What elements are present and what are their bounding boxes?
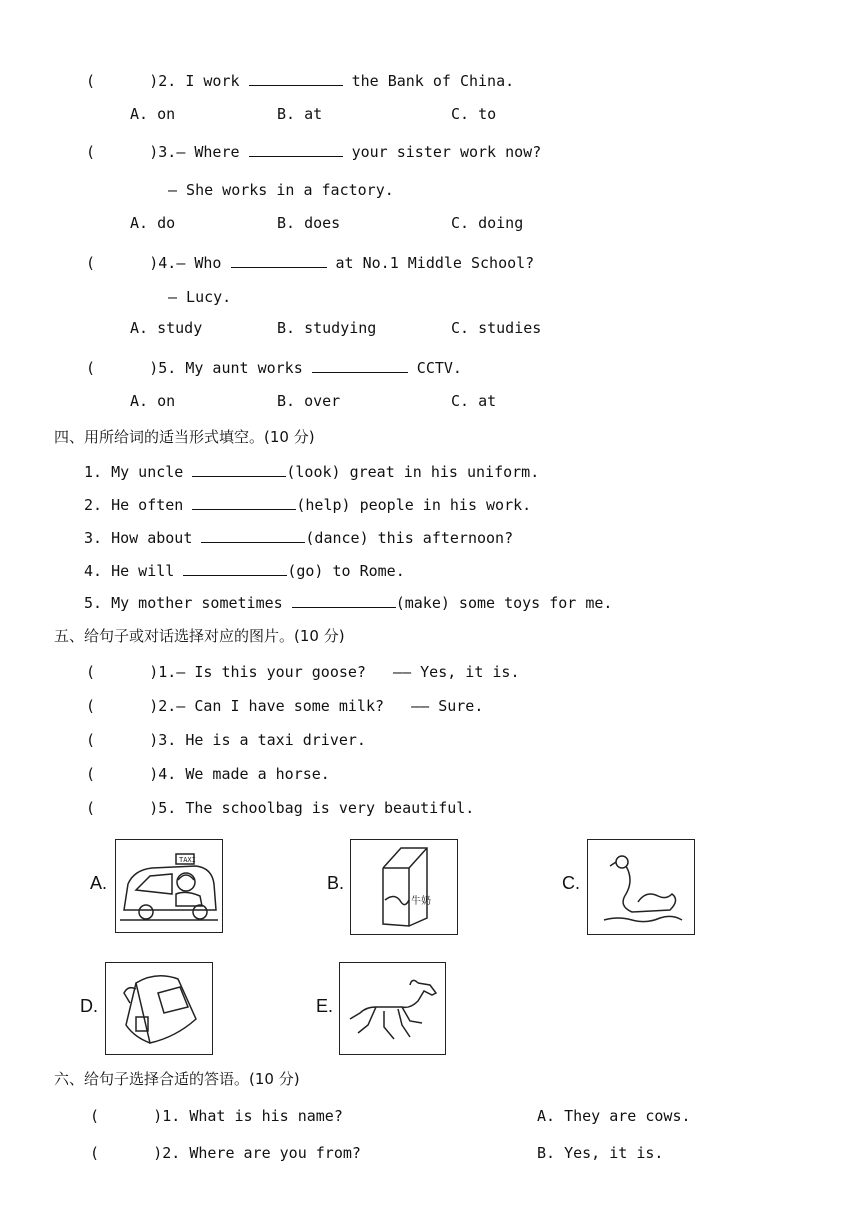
s4-item-4: 4. He will (go) to Rome. bbox=[84, 562, 405, 580]
answer-paren[interactable]: ( ) bbox=[86, 765, 159, 783]
s6-answer-a: A. They are cows. bbox=[537, 1107, 691, 1125]
option-c[interactable]: C. at bbox=[451, 392, 497, 410]
s4-item-1: 1. My uncle (look) great in his uniform. bbox=[84, 463, 540, 481]
carton-text: 牛奶 bbox=[411, 896, 431, 907]
s6-item-1: ( )1. What is his name? bbox=[90, 1107, 343, 1125]
answer-paren[interactable]: ( ) bbox=[86, 697, 159, 715]
pic-label-b: B. bbox=[327, 873, 345, 893]
horse-icon bbox=[339, 962, 446, 1055]
s5-item-1: ( )1.— Is this your goose? —— Yes, it is. bbox=[86, 663, 520, 681]
answer-paren[interactable]: ( ) bbox=[86, 72, 159, 90]
dialog-answer: — Lucy. bbox=[168, 288, 232, 306]
section5-heading: 五、给句子或对话选择对应的图片。(10 分) bbox=[54, 627, 345, 645]
fill-blank[interactable] bbox=[292, 593, 396, 608]
fill-blank[interactable] bbox=[201, 528, 305, 543]
goose-icon bbox=[587, 839, 695, 935]
fill-blank[interactable] bbox=[249, 142, 343, 157]
s6-answer-b: B. Yes, it is. bbox=[537, 1144, 664, 1162]
option-a[interactable]: A. on bbox=[130, 392, 176, 410]
s6-item-2: ( )2. Where are you from? bbox=[90, 1144, 361, 1162]
option-a[interactable]: A. study bbox=[130, 319, 203, 337]
s4-item-3: 3. How about (dance) this afternoon? bbox=[84, 529, 514, 547]
fill-blank[interactable] bbox=[192, 495, 296, 510]
pic-label-a: A. bbox=[90, 873, 108, 893]
option-b[interactable]: B. studying bbox=[277, 319, 377, 337]
pic-label-c: C. bbox=[562, 873, 580, 893]
fill-blank[interactable] bbox=[249, 71, 343, 86]
fill-blank[interactable] bbox=[183, 561, 287, 576]
answer-paren[interactable]: ( ) bbox=[86, 731, 159, 749]
s5-item-4: ( )4. We made a horse. bbox=[86, 765, 330, 783]
svg-text:TAXI: TAXI bbox=[179, 856, 196, 864]
section4-heading: 四、用所给词的适当形式填空。(10 分) bbox=[54, 428, 315, 446]
s5-item-2: ( )2.— Can I have some milk? —— Sure. bbox=[86, 697, 484, 715]
s4-item-2: 2. He often (help) people in his work. bbox=[84, 496, 532, 514]
schoolbag-icon bbox=[105, 962, 213, 1055]
pic-label-d: D. bbox=[80, 996, 98, 1016]
answer-paren[interactable]: ( ) bbox=[90, 1144, 163, 1162]
option-c[interactable]: C. studies bbox=[451, 319, 542, 337]
answer-paren[interactable]: ( ) bbox=[86, 254, 159, 272]
option-b[interactable]: B. over bbox=[277, 392, 341, 410]
option-a[interactable]: A. on bbox=[130, 105, 176, 123]
option-c[interactable]: C. to bbox=[451, 105, 497, 123]
option-b[interactable]: B. at bbox=[277, 105, 323, 123]
answer-paren[interactable]: ( ) bbox=[86, 663, 159, 681]
option-a[interactable]: A. do bbox=[130, 214, 176, 232]
answer-paren[interactable]: ( ) bbox=[86, 143, 159, 161]
fill-blank[interactable] bbox=[231, 253, 327, 268]
s5-item-3: ( )3. He is a taxi driver. bbox=[86, 731, 366, 749]
fill-blank[interactable] bbox=[192, 462, 286, 477]
option-c[interactable]: C. doing bbox=[451, 214, 524, 232]
s4-item-5: 5. My mother sometimes (make) some toys for me. bbox=[84, 594, 613, 612]
milk-carton-icon bbox=[350, 839, 458, 935]
section6-heading: 六、给句子选择合适的答语。(10 分) bbox=[54, 1070, 300, 1088]
answer-paren[interactable]: ( ) bbox=[86, 359, 159, 377]
answer-paren[interactable]: ( ) bbox=[90, 1107, 163, 1125]
answer-paren[interactable]: ( ) bbox=[86, 799, 159, 817]
s5-item-5: ( )5. The schoolbag is very beautiful. bbox=[86, 799, 475, 817]
pic-label-e: E. bbox=[316, 996, 334, 1016]
dialog-answer: — She works in a factory. bbox=[168, 181, 394, 199]
taxi-driver-icon bbox=[115, 839, 223, 933]
fill-blank[interactable] bbox=[312, 358, 408, 373]
option-b[interactable]: B. does bbox=[277, 214, 341, 232]
